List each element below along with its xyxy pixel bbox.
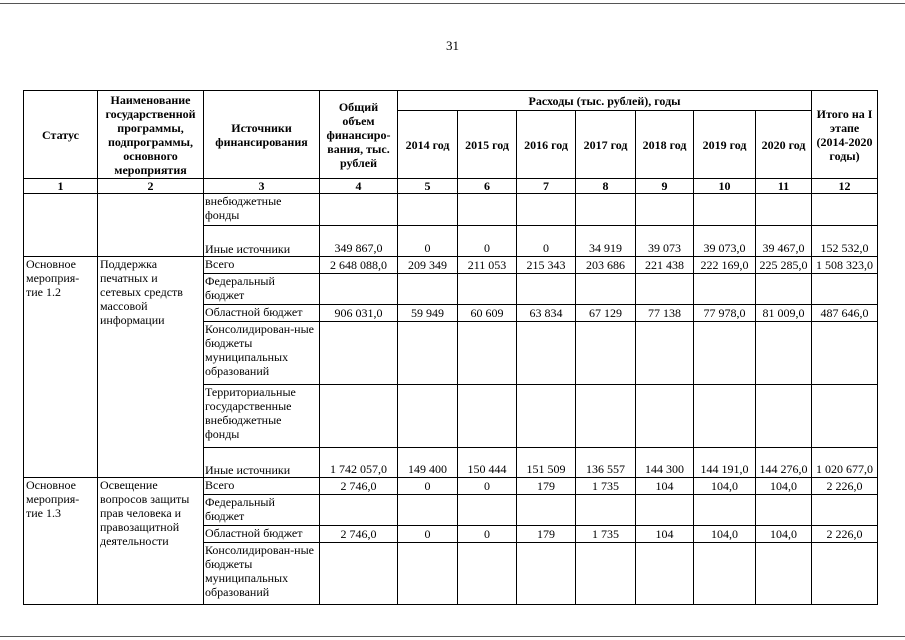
value-cell [458, 385, 517, 448]
value-cell: 152 532,0 [812, 225, 878, 257]
status-cell: Основное мероприя-тие 1.3 [24, 477, 98, 604]
source-cell: Иные источники [204, 225, 320, 257]
value-cell: 179 [517, 477, 576, 494]
value-cell [458, 194, 517, 226]
value-cell [756, 385, 812, 448]
column-number: 8 [576, 179, 636, 194]
value-cell [636, 494, 694, 526]
program-name-cell [98, 194, 204, 257]
value-cell [694, 194, 756, 226]
column-number: 5 [398, 179, 458, 194]
value-cell [398, 194, 458, 226]
status-cell [24, 194, 98, 257]
header-year: 2015 год [458, 111, 517, 179]
source-cell: внебюджетные фонды [204, 194, 320, 226]
column-number: 7 [517, 179, 576, 194]
value-cell: 0 [458, 477, 517, 494]
value-cell [636, 322, 694, 385]
value-cell [458, 494, 517, 526]
top-edge-line [0, 3, 905, 4]
value-cell: 222 169,0 [694, 257, 756, 274]
value-cell [812, 194, 878, 226]
source-cell: Областной бюджет [204, 526, 320, 543]
source-cell: Территориальные государственные внебюджетные фонды [204, 385, 320, 448]
value-cell: 104 [636, 526, 694, 543]
value-cell: 77 978,0 [694, 305, 756, 322]
value-cell [812, 273, 878, 305]
value-cell: 1 508 323,0 [812, 257, 878, 274]
value-cell [756, 194, 812, 226]
value-cell [458, 322, 517, 385]
header-program-name: Наименование государственной программы, подпрограммы, основного мероприятия [98, 91, 204, 179]
value-cell: 0 [458, 225, 517, 257]
value-cell [320, 542, 398, 604]
table-row [24, 477, 878, 494]
value-cell: 104,0 [694, 526, 756, 543]
value-cell: 1 742 057,0 [320, 448, 398, 477]
value-cell: 63 834 [517, 305, 576, 322]
value-cell: 77 138 [636, 305, 694, 322]
header-row-1 [24, 91, 878, 111]
value-cell: 1 735 [576, 477, 636, 494]
value-cell [812, 322, 878, 385]
value-cell [517, 194, 576, 226]
column-number: 10 [694, 179, 756, 194]
header-sources: Источники финансирования [204, 91, 320, 179]
value-cell: 144 276,0 [756, 448, 812, 477]
value-cell: 2 746,0 [320, 477, 398, 494]
value-cell [320, 273, 398, 305]
value-cell: 209 349 [398, 257, 458, 274]
value-cell [812, 385, 878, 448]
value-cell [812, 542, 878, 604]
value-cell [576, 273, 636, 305]
header-expenses-group: Расходы (тыс. рублей), годы [398, 91, 812, 111]
program-name-cell: Освещение вопросов защиты прав человека и правозащитной деятельности [98, 477, 204, 604]
value-cell [636, 542, 694, 604]
value-cell: 211 053 [458, 257, 517, 274]
value-cell [320, 385, 398, 448]
value-cell [398, 385, 458, 448]
value-cell [320, 322, 398, 385]
value-cell [694, 542, 756, 604]
value-cell: 203 686 [576, 257, 636, 274]
value-cell [694, 273, 756, 305]
table-row [24, 257, 878, 274]
budget-table [23, 90, 878, 605]
value-cell: 221 438 [636, 257, 694, 274]
header-status: Статус [24, 91, 98, 179]
value-cell: 2 226,0 [812, 526, 878, 543]
column-number: 6 [458, 179, 517, 194]
value-cell: 59 949 [398, 305, 458, 322]
header-year: 2016 год [517, 111, 576, 179]
value-cell [694, 385, 756, 448]
value-cell: 144 300 [636, 448, 694, 477]
column-number: 12 [812, 179, 878, 194]
value-cell [576, 194, 636, 226]
header-year: 2017 год [576, 111, 636, 179]
value-cell [320, 194, 398, 226]
value-cell: 0 [398, 225, 458, 257]
value-cell: 104,0 [756, 526, 812, 543]
column-number: 11 [756, 179, 812, 194]
value-cell: 60 609 [458, 305, 517, 322]
value-cell [636, 194, 694, 226]
value-cell: 136 557 [576, 448, 636, 477]
value-cell: 215 343 [517, 257, 576, 274]
value-cell: 151 509 [517, 448, 576, 477]
header-year: 2018 год [636, 111, 694, 179]
value-cell [517, 494, 576, 526]
value-cell [694, 322, 756, 385]
source-cell: Федеральный бюджет [204, 273, 320, 305]
value-cell: 67 129 [576, 305, 636, 322]
value-cell: 39 073 [636, 225, 694, 257]
source-cell: Федеральный бюджет [204, 494, 320, 526]
value-cell: 349 867,0 [320, 225, 398, 257]
value-cell [517, 385, 576, 448]
value-cell [398, 542, 458, 604]
column-number: 1 [24, 179, 98, 194]
value-cell: 104,0 [756, 477, 812, 494]
value-cell: 0 [398, 477, 458, 494]
value-cell [398, 322, 458, 385]
value-cell: 104,0 [694, 477, 756, 494]
value-cell: 906 031,0 [320, 305, 398, 322]
source-cell: Консолидирован-ные бюджеты муниципальных образований [204, 322, 320, 385]
source-cell: Всего [204, 257, 320, 274]
value-cell: 0 [398, 526, 458, 543]
value-cell: 1 020 677,0 [812, 448, 878, 477]
column-number: 9 [636, 179, 694, 194]
value-cell: 2 226,0 [812, 477, 878, 494]
value-cell [756, 273, 812, 305]
value-cell: 179 [517, 526, 576, 543]
value-cell [756, 542, 812, 604]
value-cell [576, 494, 636, 526]
column-number: 4 [320, 179, 398, 194]
value-cell: 144 191,0 [694, 448, 756, 477]
page-number: 31 [446, 38, 459, 53]
value-cell [576, 322, 636, 385]
value-cell [398, 494, 458, 526]
status-cell: Основное мероприя-тие 1.2 [24, 257, 98, 478]
value-cell [694, 494, 756, 526]
value-cell: 34 919 [576, 225, 636, 257]
value-cell [320, 494, 398, 526]
value-cell [812, 494, 878, 526]
value-cell: 0 [458, 526, 517, 543]
value-cell: 150 444 [458, 448, 517, 477]
value-cell: 1 735 [576, 526, 636, 543]
value-cell [517, 322, 576, 385]
value-cell: 104 [636, 477, 694, 494]
header-stage-total: Итого на I этапе (2014-2020 годы) [812, 91, 878, 179]
source-cell: Иные источники [204, 448, 320, 477]
column-number: 2 [98, 179, 204, 194]
value-cell [458, 542, 517, 604]
column-number: 3 [204, 179, 320, 194]
source-cell: Областной бюджет [204, 305, 320, 322]
value-cell: 2 648 088,0 [320, 257, 398, 274]
value-cell: 149 400 [398, 448, 458, 477]
header-year: 2020 год [756, 111, 812, 179]
value-cell [576, 542, 636, 604]
value-cell [576, 385, 636, 448]
value-cell [636, 273, 694, 305]
value-cell [636, 385, 694, 448]
value-cell [756, 322, 812, 385]
value-cell [517, 273, 576, 305]
header-year: 2014 год [398, 111, 458, 179]
value-cell: 225 285,0 [756, 257, 812, 274]
value-cell: 2 746,0 [320, 526, 398, 543]
value-cell: 81 009,0 [756, 305, 812, 322]
value-cell: 39 467,0 [756, 225, 812, 257]
bottom-edge-line [0, 636, 905, 637]
header-year: 2019 год [694, 111, 756, 179]
program-name-cell: Поддержка печатных и сетевых средств массовой информации [98, 257, 204, 478]
value-cell: 39 073,0 [694, 225, 756, 257]
value-cell [458, 273, 517, 305]
value-cell: 0 [517, 225, 576, 257]
table-row [24, 194, 878, 226]
source-cell: Консолидирован-ные бюджеты муниципальных образований [204, 542, 320, 604]
source-cell: Всего [204, 477, 320, 494]
value-cell [517, 542, 576, 604]
value-cell [398, 273, 458, 305]
value-cell [756, 494, 812, 526]
value-cell: 487 646,0 [812, 305, 878, 322]
column-number-row [24, 179, 878, 194]
header-total-volume: Общий объем финансиро-вания, тыс. рублей [320, 91, 398, 179]
